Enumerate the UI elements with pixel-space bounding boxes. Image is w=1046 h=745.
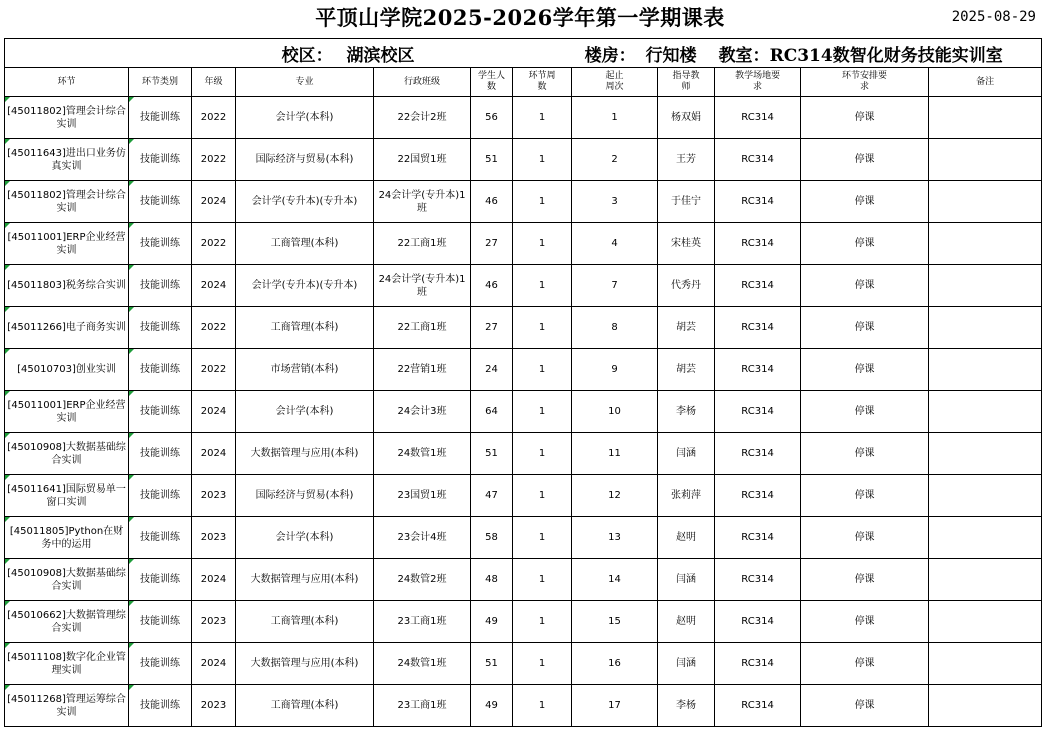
cell-span: 10 [572,391,658,433]
cell-students: 47 [471,475,513,517]
cell-span: 13 [572,517,658,559]
cell-students: 27 [471,307,513,349]
column-header-row [5,68,1042,97]
cell-category: 技能训练 [129,349,192,391]
cell-grade: 2022 [192,349,236,391]
table-row [5,349,1042,391]
column-header-name: 环节 [5,68,129,97]
table-row [5,643,1042,685]
cell-weeks: 1 [513,601,572,643]
cell-note [929,139,1042,181]
cell-course-name: [45011643]进出口业务仿真实训 [5,139,129,181]
cell-students: 51 [471,643,513,685]
cell-course-name: [45011805]Python在财务中的运用 [5,517,129,559]
cell-class: 23国贸1班 [374,475,471,517]
cell-teacher: 王芳 [658,139,715,181]
cell-grade: 2024 [192,391,236,433]
cell-students: 64 [471,391,513,433]
cell-span: 3 [572,181,658,223]
cell-venue: RC314 [715,643,801,685]
cell-teacher: 杨双娟 [658,97,715,139]
cell-class: 24会计学(专升本)1班 [374,265,471,307]
cell-arrange: 停课 [801,349,929,391]
cell-venue: RC314 [715,475,801,517]
column-header-arrange: 环节安排要求 [801,68,929,97]
cell-arrange: 停课 [801,139,929,181]
cell-arrange: 停课 [801,391,929,433]
cell-arrange: 停课 [801,475,929,517]
cell-venue: RC314 [715,349,801,391]
cell-weeks: 1 [513,349,572,391]
cell-teacher: 胡芸 [658,307,715,349]
cell-category: 技能训练 [129,475,192,517]
cell-venue: RC314 [715,601,801,643]
cell-weeks: 1 [513,97,572,139]
cell-teacher: 闫涵 [658,433,715,475]
cell-span: 2 [572,139,658,181]
cell-grade: 2024 [192,433,236,475]
cell-venue: RC314 [715,307,801,349]
cell-arrange: 停课 [801,643,929,685]
cell-venue: RC314 [715,265,801,307]
cell-note [929,601,1042,643]
cell-course-name: [45011001]ERP企业经营实训 [5,391,129,433]
cell-span: 11 [572,433,658,475]
cell-course-name: [45011108]数字化企业管理实训 [5,643,129,685]
cell-weeks: 1 [513,391,572,433]
cell-major: 会计学(专升本)(专升本) [236,265,374,307]
column-header-major: 专业 [236,68,374,97]
cell-students: 49 [471,601,513,643]
column-header-class: 行政班级 [374,68,471,97]
cell-arrange: 停课 [801,97,929,139]
cell-category: 技能训练 [129,685,192,727]
cell-teacher: 赵明 [658,601,715,643]
table-row [5,139,1042,181]
cell-teacher: 赵明 [658,517,715,559]
cell-students: 58 [471,517,513,559]
cell-venue: RC314 [715,223,801,265]
cell-course-name: [45011268]管理运筹综合实训 [5,685,129,727]
cell-class: 23工商1班 [374,685,471,727]
column-header-note: 备注 [929,68,1042,97]
cell-students: 49 [471,685,513,727]
cell-category: 技能训练 [129,601,192,643]
cell-note [929,181,1042,223]
column-header-category: 环节类别 [129,68,192,97]
cell-grade: 2022 [192,307,236,349]
cell-note [929,97,1042,139]
cell-category: 技能训练 [129,559,192,601]
cell-class: 24会计学(专升本)1班 [374,181,471,223]
cell-note [929,391,1042,433]
table-row [5,391,1042,433]
cell-class: 22营销1班 [374,349,471,391]
cell-venue: RC314 [715,559,801,601]
cell-course-name: [45010662]大数据管理综合实训 [5,601,129,643]
cell-venue: RC314 [715,433,801,475]
cell-note [929,685,1042,727]
cell-venue: RC314 [715,685,801,727]
cell-students: 46 [471,181,513,223]
table-row [5,97,1042,139]
cell-grade: 2023 [192,517,236,559]
cell-arrange: 停课 [801,559,929,601]
cell-arrange: 停课 [801,181,929,223]
cell-weeks: 1 [513,685,572,727]
cell-major: 会计学(本科) [236,97,374,139]
cell-span: 1 [572,97,658,139]
cell-arrange: 停课 [801,223,929,265]
cell-students: 27 [471,223,513,265]
cell-arrange: 停课 [801,307,929,349]
cell-category: 技能训练 [129,433,192,475]
classroom-label: 教室： [718,45,770,66]
cell-class: 24数管1班 [374,643,471,685]
cell-students: 48 [471,559,513,601]
cell-category: 技能训练 [129,265,192,307]
cell-grade: 2024 [192,559,236,601]
cell-course-name: [45011802]管理会计综合实训 [5,181,129,223]
cell-arrange: 停课 [801,685,929,727]
cell-span: 9 [572,349,658,391]
cell-course-name: [45011641]国际贸易单一窗口实训 [5,475,129,517]
building-value: 行知楼 [645,45,697,66]
cell-span: 8 [572,307,658,349]
cell-category: 技能训练 [129,307,192,349]
cell-category: 技能训练 [129,97,192,139]
cell-venue: RC314 [715,97,801,139]
column-header-span: 起止周次 [572,68,658,97]
table-row [5,475,1042,517]
cell-course-name: [45011001]ERP企业经营实训 [5,223,129,265]
cell-course-name: [45010703]创业实训 [5,349,129,391]
cell-grade: 2022 [192,139,236,181]
cell-class: 22会计2班 [374,97,471,139]
cell-students: 51 [471,433,513,475]
cell-major: 大数据管理与应用(本科) [236,559,374,601]
cell-teacher: 闫涵 [658,559,715,601]
cell-teacher: 宋桂英 [658,223,715,265]
cell-class: 24数管2班 [374,559,471,601]
cell-span: 17 [572,685,658,727]
cell-students: 51 [471,139,513,181]
cell-category: 技能训练 [129,181,192,223]
cell-major: 会计学(本科) [236,391,374,433]
cell-class: 22国贸1班 [374,139,471,181]
cell-note [929,643,1042,685]
cell-venue: RC314 [715,517,801,559]
cell-teacher: 闫涵 [658,643,715,685]
cell-major: 国际经济与贸易(本科) [236,139,374,181]
table-row [5,265,1042,307]
cell-teacher: 张莉萍 [658,475,715,517]
cell-category: 技能训练 [129,643,192,685]
cell-teacher: 代秀丹 [658,265,715,307]
location-info-row [5,39,1042,68]
print-date: 2025-08-29 [951,9,1036,25]
cell-note [929,433,1042,475]
campus-value: 湖滨校区 [346,45,415,66]
cell-class: 23会计4班 [374,517,471,559]
cell-note [929,223,1042,265]
cell-weeks: 1 [513,475,572,517]
cell-grade: 2023 [192,685,236,727]
cell-class: 24会计3班 [374,391,471,433]
cell-teacher: 李杨 [658,391,715,433]
schedule-table [4,38,1042,727]
table-row [5,517,1042,559]
column-header-grade: 年级 [192,68,236,97]
classroom-value: RC314数智化财务技能实训室 [769,45,1003,66]
cell-category: 技能训练 [129,391,192,433]
campus-label: 校区： [281,45,333,66]
cell-weeks: 1 [513,559,572,601]
cell-note [929,349,1042,391]
cell-arrange: 停课 [801,601,929,643]
cell-weeks: 1 [513,139,572,181]
table-row [5,601,1042,643]
cell-category: 技能训练 [129,139,192,181]
cell-arrange: 停课 [801,433,929,475]
cell-span: 12 [572,475,658,517]
cell-major: 大数据管理与应用(本科) [236,643,374,685]
table-row [5,685,1042,727]
cell-major: 工商管理(本科) [236,223,374,265]
cell-span: 7 [572,265,658,307]
cell-students: 24 [471,349,513,391]
cell-arrange: 停课 [801,517,929,559]
cell-span: 14 [572,559,658,601]
cell-teacher: 李杨 [658,685,715,727]
table-row [5,223,1042,265]
cell-note [929,307,1042,349]
column-header-students: 学生人数 [471,68,513,97]
column-header-teacher: 指导教师 [658,68,715,97]
cell-grade: 2022 [192,97,236,139]
cell-grade: 2023 [192,475,236,517]
cell-major: 工商管理(本科) [236,307,374,349]
cell-category: 技能训练 [129,517,192,559]
cell-grade: 2023 [192,601,236,643]
cell-students: 46 [471,265,513,307]
table-row [5,559,1042,601]
cell-note [929,265,1042,307]
cell-major: 会计学(本科) [236,517,374,559]
cell-grade: 2024 [192,265,236,307]
column-header-venue: 教学场地要求 [715,68,801,97]
cell-weeks: 1 [513,307,572,349]
cell-major: 国际经济与贸易(本科) [236,475,374,517]
cell-venue: RC314 [715,391,801,433]
cell-grade: 2022 [192,223,236,265]
cell-class: 22工商1班 [374,307,471,349]
cell-note [929,559,1042,601]
cell-weeks: 1 [513,517,572,559]
building-label: 楼房： [584,45,636,66]
cell-major: 市场营销(本科) [236,349,374,391]
cell-class: 23工商1班 [374,601,471,643]
cell-note [929,475,1042,517]
column-header-weeks: 环节周数 [513,68,572,97]
cell-span: 15 [572,601,658,643]
cell-students: 56 [471,97,513,139]
cell-course-name: [45011802]管理会计综合实训 [5,97,129,139]
cell-weeks: 1 [513,433,572,475]
table-row [5,181,1042,223]
cell-note [929,517,1042,559]
cell-class: 22工商1班 [374,223,471,265]
cell-teacher: 于佳宁 [658,181,715,223]
cell-class: 24数管1班 [374,433,471,475]
cell-venue: RC314 [715,181,801,223]
cell-course-name: [45011803]税务综合实训 [5,265,129,307]
cell-span: 16 [572,643,658,685]
cell-category: 技能训练 [129,223,192,265]
cell-grade: 2024 [192,643,236,685]
cell-major: 工商管理(本科) [236,601,374,643]
page-title: 平顶山学院2025-2026学年第一学期课表 [315,5,725,30]
cell-major: 会计学(专升本)(专升本) [236,181,374,223]
cell-arrange: 停课 [801,265,929,307]
cell-course-name: [45010908]大数据基础综合实训 [5,433,129,475]
cell-span: 4 [572,223,658,265]
cell-weeks: 1 [513,223,572,265]
cell-teacher: 胡芸 [658,349,715,391]
cell-major: 工商管理(本科) [236,685,374,727]
cell-venue: RC314 [715,139,801,181]
cell-grade: 2024 [192,181,236,223]
cell-weeks: 1 [513,181,572,223]
cell-weeks: 1 [513,265,572,307]
table-row [5,307,1042,349]
cell-course-name: [45010908]大数据基础综合实训 [5,559,129,601]
cell-weeks: 1 [513,643,572,685]
cell-major: 大数据管理与应用(本科) [236,433,374,475]
table-row [5,433,1042,475]
cell-course-name: [45011266]电子商务实训 [5,307,129,349]
